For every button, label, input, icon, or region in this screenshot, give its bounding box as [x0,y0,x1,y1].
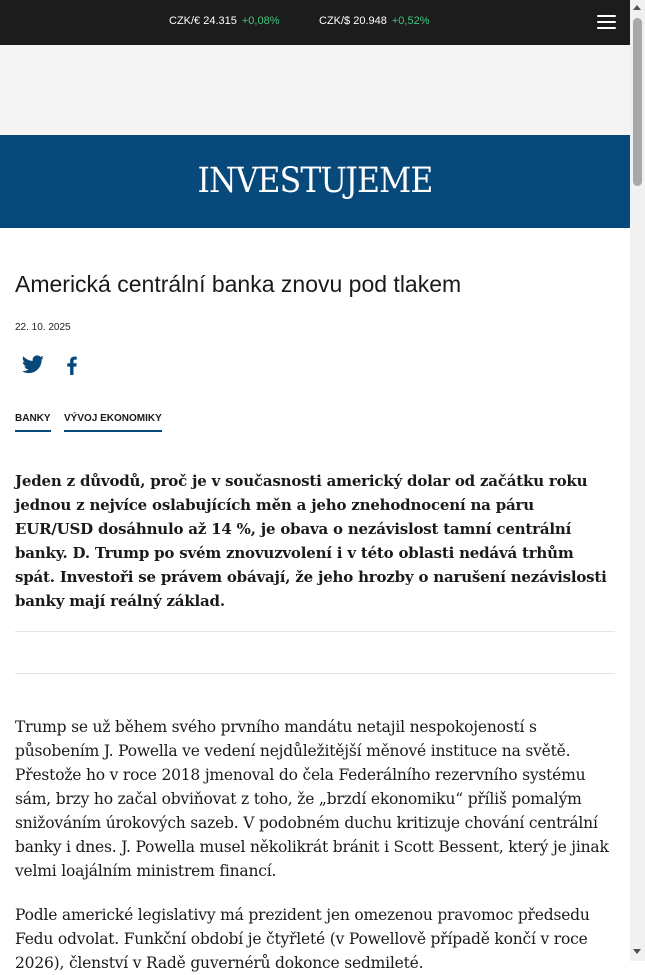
scrollbar-thumb[interactable] [633,18,642,186]
ticker-item-czk-usd[interactable] [319,15,430,27]
menu-line [597,27,616,29]
menu-line [597,21,616,23]
ticker-change: +0,08% [241,15,280,27]
divider [15,631,615,632]
scroll-down-arrow-icon[interactable] [633,949,641,954]
tag-vyvoj-ekonomiky[interactable]: VÝVOJ EKONOMIKY [64,413,162,432]
ad-placeholder [0,45,630,135]
brand-header [0,135,630,228]
twitter-icon[interactable] [21,353,45,377]
article-paragraph: Trump se už během svého prvního mandátu netajil nespokojeností s působením J. Powella ve vedení nejdůležitější měnové instituce na světě. Přestože ho v roce 2018 jmenoval do čela Federálního rezervního systému sám, brzy ho začal obviňovat z toho, že „brzdí ekonomiku“ příliš pomalým snižováním úrokových sazeb. V podobném duchu kritizuje chování centrální banky i dnes. J. Powella musel několikrát bránit i Scott Bessent, který je jinak velmi loajálním ministrem financí. [15,718,609,880]
site-logo[interactable]: INVESTUJEME [197,161,433,201]
article-paragraph: Podle americké legislativy má prezident jen omezenou pravomoc předsedu Fedu odvolat. Funkční období je čtyřleté (v Powellově případě končí v roce 2026), členství v Radě guvernérů dokonce sedmileté. [15,906,590,972]
vertical-scrollbar[interactable] [630,0,645,961]
menu-line [597,15,616,17]
facebook-icon[interactable] [60,353,84,377]
hamburger-menu-icon[interactable] [596,13,618,31]
tag-banky[interactable]: BANKY [15,413,51,432]
ticker-change: +0,52% [391,15,430,27]
currency-ticker-bar [0,0,630,45]
ticker-item-czk-eur[interactable] [169,15,280,27]
scroll-up-arrow-icon[interactable] [633,5,641,10]
article-date: 22. 10. 2025 [15,322,71,333]
ticker-pair: CZK/$ 20.948 [319,15,387,27]
article-lead: Jeden z důvodů, proč je v současnosti americký dolar od začátku roku jednou z nejvíce oslabujících měn a jeho znehodnocení na páru EUR/USD dosáhnulo až 14 %, je obava o nezávislost tamní centrální banky. D. Trump po svém znovuzvolení i v této oblasti nedává trhům spát. Investoři se právem obávají, že jeho hrozby o narušení nezávislosti banky mají reálný základ. [15,472,607,610]
ticker-pair: CZK/€ 24.315 [169,15,237,27]
divider [15,673,615,674]
article-title: Americká centrální banka znovu pod tlakem [15,271,462,297]
